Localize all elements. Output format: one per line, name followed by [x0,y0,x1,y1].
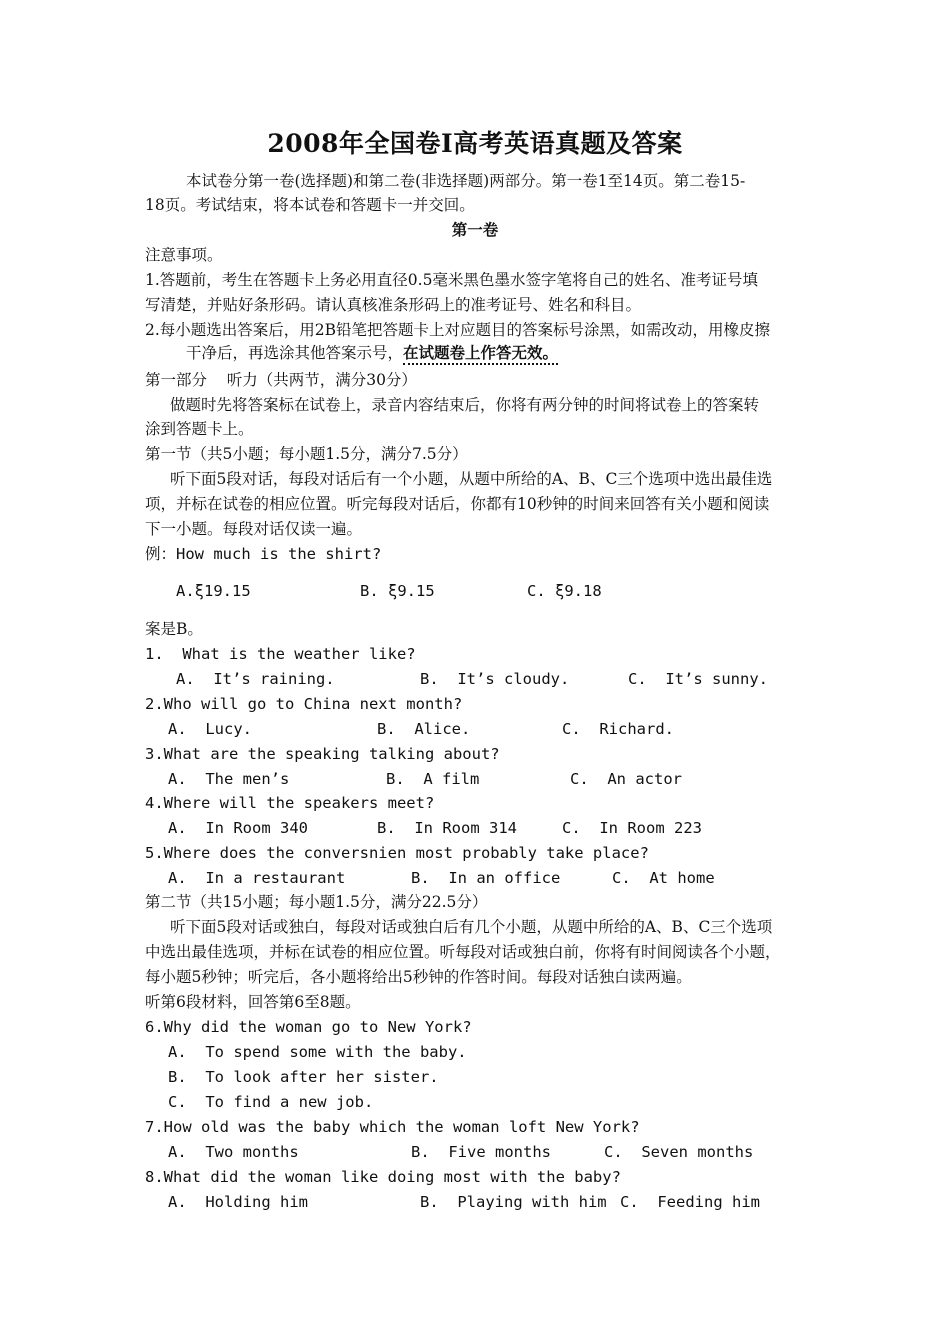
q3-option-b: B. A film [386,770,480,788]
section2-desc-line-2: 中选出最佳选项，并标在试卷的相应位置。听每段对话或独白前，你将有时间阅读各个小题， [145,943,781,961]
section1-heading: 第一节（共5小题；每小题1.5分，满分7.5分） [145,445,468,463]
q5-option-a: A. In a restaurant [168,869,346,887]
section1-desc-line-1: 听下面5段对话，每段对话后有一个小题，从题中所给的A、B、C三个选项中选出最佳选 [170,470,773,488]
q5-option-b: B. In an office [411,869,561,887]
question-1: 1. What is the weather like? [145,645,416,663]
q1-option-a: A. It’s raining. [176,670,335,688]
q6-option-b: B. To look after her sister. [168,1068,439,1086]
part1-heading: 第一部分 听力（共两节，满分30分） [145,371,417,389]
section2-material: 听第6段材料，回答第6至8题。 [145,993,361,1011]
note-2-line-2 [186,343,558,363]
section2-desc-line-1: 听下面5段对话或独白，每段对话或独白后有几个小题，从题中所给的A、B、C三个选项 [170,918,773,936]
section1-desc-line-2: 项，并标在试卷的相应位置。听完每段对话后，你都有10秒钟的时间来回答有关小题和阅读 [145,495,770,513]
q6-option-c: C. To find a new job. [168,1093,374,1111]
q2-option-a: A. Lucy. [168,720,252,738]
section1-desc-line-3: 下一小题。每段对话仅读一遍。 [145,520,363,538]
example-answer: 案是B。 [145,620,203,638]
volume-heading: 第一卷 [451,220,499,239]
q4-option-c: C. In Room 223 [562,819,702,837]
note-2-emphasis: 在试题卷上作答无效。 [403,343,558,365]
question-8: 8.What did the woman like doing most with the baby? [145,1168,621,1186]
q1-option-c: C. It’s sunny. [628,670,768,688]
q2-option-b: B. Alice. [377,720,471,738]
q6-option-a: A. To spend some with the baby. [168,1043,467,1061]
note-1-line-1: 1.答题前，考生在答题卡上务必用直径0.5毫米黑色墨水签字笔将自己的姓名、准考证号填 [145,271,758,289]
page-title: 2008年全国卷Ⅰ高考英语真题及答案 [267,129,683,158]
question-2: 2.Who will go to China next month? [145,695,463,713]
q4-option-a: A. In Room 340 [168,819,308,837]
example-option-c: C. ξ9.18 [527,582,602,600]
question-5: 5.Where does the conversnien most probably take place? [145,844,649,862]
note-2-line-1: 2.每小题选出答案后，用2B铅笔把答题卡上对应题目的答案标号涂黑，如需改动，用橡皮擦 [145,321,771,339]
question-3: 3.What are the speaking talking about? [145,745,500,763]
q1-option-b: B. It’s cloudy. [420,670,570,688]
note-1-line-2: 写清楚，并贴好条形码。请认真核准条形码上的准考证号、姓名和科目。 [145,296,642,314]
q8-option-a: A. Holding him [168,1193,308,1211]
q7-option-a: A. Two months [168,1143,299,1161]
intro-line-1: 本试卷分第一卷(选择题)和第二卷(非选择题)两部分。第一卷1至14页。第二卷15- [186,172,746,190]
q8-option-c: C. Feeding him [620,1193,760,1211]
q7-option-b: B. Five months [411,1143,551,1161]
q3-option-c: C. An actor [570,770,682,788]
q7-option-c: C. Seven months [604,1143,754,1161]
note-2-text: 干净后，再选涂其他答案示号， [186,344,404,362]
question-6: 6.Why did the woman go to New York? [145,1018,472,1036]
example-option-b: B. ξ9.15 [360,582,435,600]
q4-option-b: B. In Room 314 [377,819,517,837]
q2-option-c: C. Richard. [562,720,674,738]
section2-desc-line-3: 每小题5秒钟；听完后，各小题将给出5秒钟的作答时间。每段对话独白读两遍。 [145,968,692,986]
section2-heading: 第二节（共15小题；每小题1.5分，满分22.5分） [145,893,488,911]
notes-heading: 注意事项。 [145,246,223,264]
q5-option-c: C. At home [612,869,715,887]
q3-option-a: A. The men’s [168,770,290,788]
question-4: 4.Where will the speakers meet? [145,794,435,812]
part1-desc-line-1: 做题时先将答案标在试卷上，录音内容结束后，你将有两分钟的时间将试卷上的答案转 [170,396,760,414]
intro-line-2: 18页。考试结束，将本试卷和答题卡一并交回。 [145,196,475,214]
question-7: 7.How old was the baby which the woman loft New York? [145,1118,640,1136]
part1-desc-line-2: 涂到答题卡上。 [145,420,254,438]
example-option-a: A.ξ19.15 [176,582,251,600]
q8-option-b: B. Playing with him [420,1193,607,1211]
example-question: 例：How much is the shirt? [145,545,382,563]
